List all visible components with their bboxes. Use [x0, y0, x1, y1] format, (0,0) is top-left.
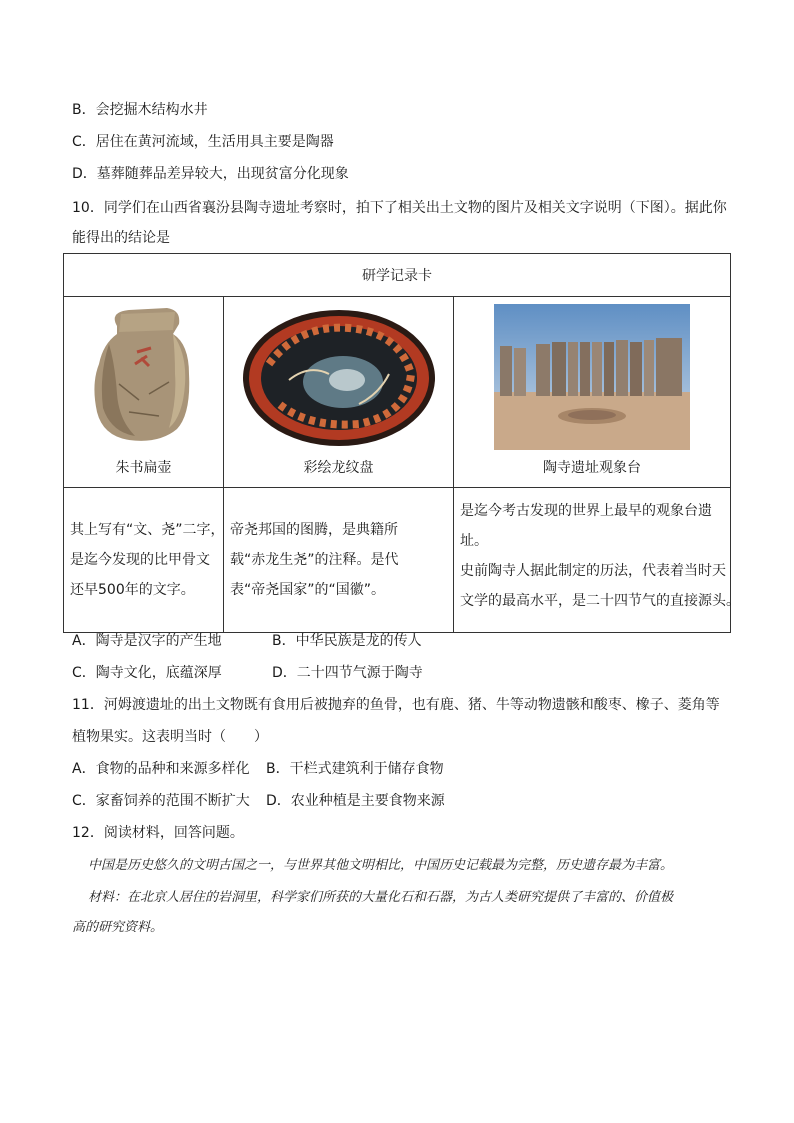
q12-stem: 12．阅读材料，回答问题。 [72, 825, 244, 841]
q10-option-b: B．中华民族是龙的传人 [272, 633, 422, 649]
q11-stem-line2: 植物果实。这表明当时（ ） [72, 729, 268, 745]
study-record-card [63, 253, 740, 633]
q10-option-d: D．二十四节气源于陶寺 [272, 665, 423, 681]
q11-option-a: A．食物的品种和来源多样化 [72, 761, 250, 777]
q10-stem-line2: 能得出的结论是 [72, 230, 170, 246]
caption-observatory: 陶寺遗址观象台 [543, 460, 642, 476]
desc-plate: 帝尧邦国的图腾，是典籍所 载“赤龙生尧”的注释。是代 表“帝尧国家”的“国徽”。 [224, 488, 454, 633]
q12-material-line1: 材料：在北京人居住的岩洞里，科学家们所获的大量化石和石器，为古人类研究提供了丰富的、价值极 [88, 890, 674, 905]
option-b-prev: B．会挖掘木结构水井 [72, 102, 208, 118]
artifact-cell-plate [224, 297, 454, 488]
flat-pot-image [89, 304, 199, 449]
q10-stem-line1: 10．同学们在山西省襄汾县陶寺遗址考察时，拍下了相关出土文物的图片及相关文字说明（下图）。据此你 [72, 200, 727, 216]
option-d-prev: D．墓葬随葬品差异较大，出现贫富分化现象 [72, 166, 349, 182]
artifact-cell-flask [64, 297, 224, 488]
q11-option-d: D．农业种植是主要食物来源 [266, 793, 445, 809]
q10-option-a: A．陶寺是汉字的产生地 [72, 633, 222, 649]
q11-option-c: C．家畜饲养的范围不断扩大 [72, 793, 250, 809]
q12-intro: 中国是历史悠久的文明古国之一，与世界其他文明相比，中国历史记载最为完整，历史遗存最为丰富。 [88, 858, 674, 873]
option-c-prev: C．居住在黄河流域，生活用具主要是陶器 [72, 134, 334, 150]
dragon-plate-image [239, 304, 439, 449]
caption-plate: 彩绘龙纹盘 [303, 460, 374, 476]
q12-material-line2: 高的研究资料。 [72, 920, 164, 935]
caption-flask: 朱书扁壶 [115, 460, 172, 476]
q11-stem-line1: 11．河姆渡遗址的出土文物既有食用后被抛弃的鱼骨，也有鹿、猪、牛等动物遗骸和酸枣、橡子、菱角等 [72, 697, 720, 713]
q11-option-b: B．干栏式建筑利于储存食物 [266, 761, 444, 777]
q10-option-c: C．陶寺文化，底蕴深厚 [72, 665, 222, 681]
desc-flask: 其上写有“文、尧”二字， 是迄今发现的比甲骨文 还早500年的文字。 [64, 488, 224, 633]
artifact-cell-observatory [454, 297, 731, 488]
card-title: 研学记录卡 [64, 254, 731, 297]
desc-observatory: 是迄今考古发现的世界上最早的观象台遗 址。 史前陶寺人据此制定的历法，代表着当时天 文学的最高水平，是二十四节气的直接源头。 [454, 488, 731, 633]
observatory-image [494, 304, 690, 450]
